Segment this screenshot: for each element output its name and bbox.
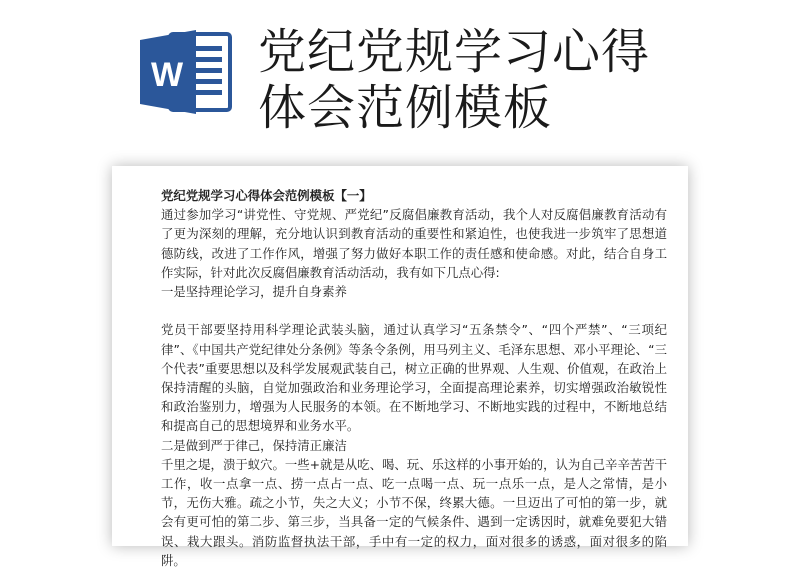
paragraph: 党员干部要坚持用科学理论武装头脑，通过认真学习“五条禁令”、“四个严禁”、“三项纪律”、《中国共产党纪律处分条例》等条令条例，用马列主义、毛泽东思想、邓小平理论、“三个代表”重要思想以及科学发展观武装自己，树立正确的世界观、人生观、价值观，在政治上保持清醒的头脑，自觉加强政治和业务理论学习，全面提高理论素养，切实增强政治敏锐性和政治鉴别力，增强为人民服务的本领。在不断地学习、不断地实践的过程中，不断地总结和提高自己的思想境界和业务水平。 — [161, 322, 667, 434]
blank-line — [161, 301, 667, 320]
section-heading: 一是坚持理论学习，提升自身素养 — [161, 284, 347, 300]
header — [0, 0, 800, 150]
document-heading: 党纪党规学习心得体会范例模板【一】 — [161, 188, 372, 203]
document-page — [112, 166, 688, 568]
page-title: 党纪党规学习心得体会范例模板 — [258, 24, 651, 136]
section-heading: 二是做到严于律己，保持清正廉洁 — [161, 437, 347, 453]
svg-text:W: W — [150, 56, 184, 94]
paragraph: 通过参加学习“讲党性、守党规、严党纪”反腐倡廉教育活动，我个人对反腐倡廉教育活动有了更为深刻的理解，充分地认识到教育活动的重要性和紧迫性，也使我进一步筑牢了思想道德防线，改进了工作作风，增强了努力做好本职工作的责任感和使命感。对此，结合自身工作实际，针对此次反腐倡廉教育活动活动，我有如下几点心得: — [161, 207, 667, 280]
document-content — [161, 186, 667, 570]
paragraph: 千里之堤，溃于蚁穴。一些+就是从吃、喝、玩、乐这样的小事开始的，认为自己辛辛苦苦干工作，收一点拿一点、捞一点占一点、吃一点喝一点、玩一点乐一点，是人之常情，是小节，无伤大雅。疏之小节，失之大义；小节不保，终累大德。一旦迈出了可怕的第一步，就会有更可怕的第二步、第三步，当具备一定的气候条件、遇到一定诱因时，就难免要犯大错误、栽大跟头。消防监督执法干部，手中有一定的权力，面对很多的诱惑，面对很多的陷阱。 — [161, 456, 668, 568]
word-document-icon — [140, 30, 238, 114]
